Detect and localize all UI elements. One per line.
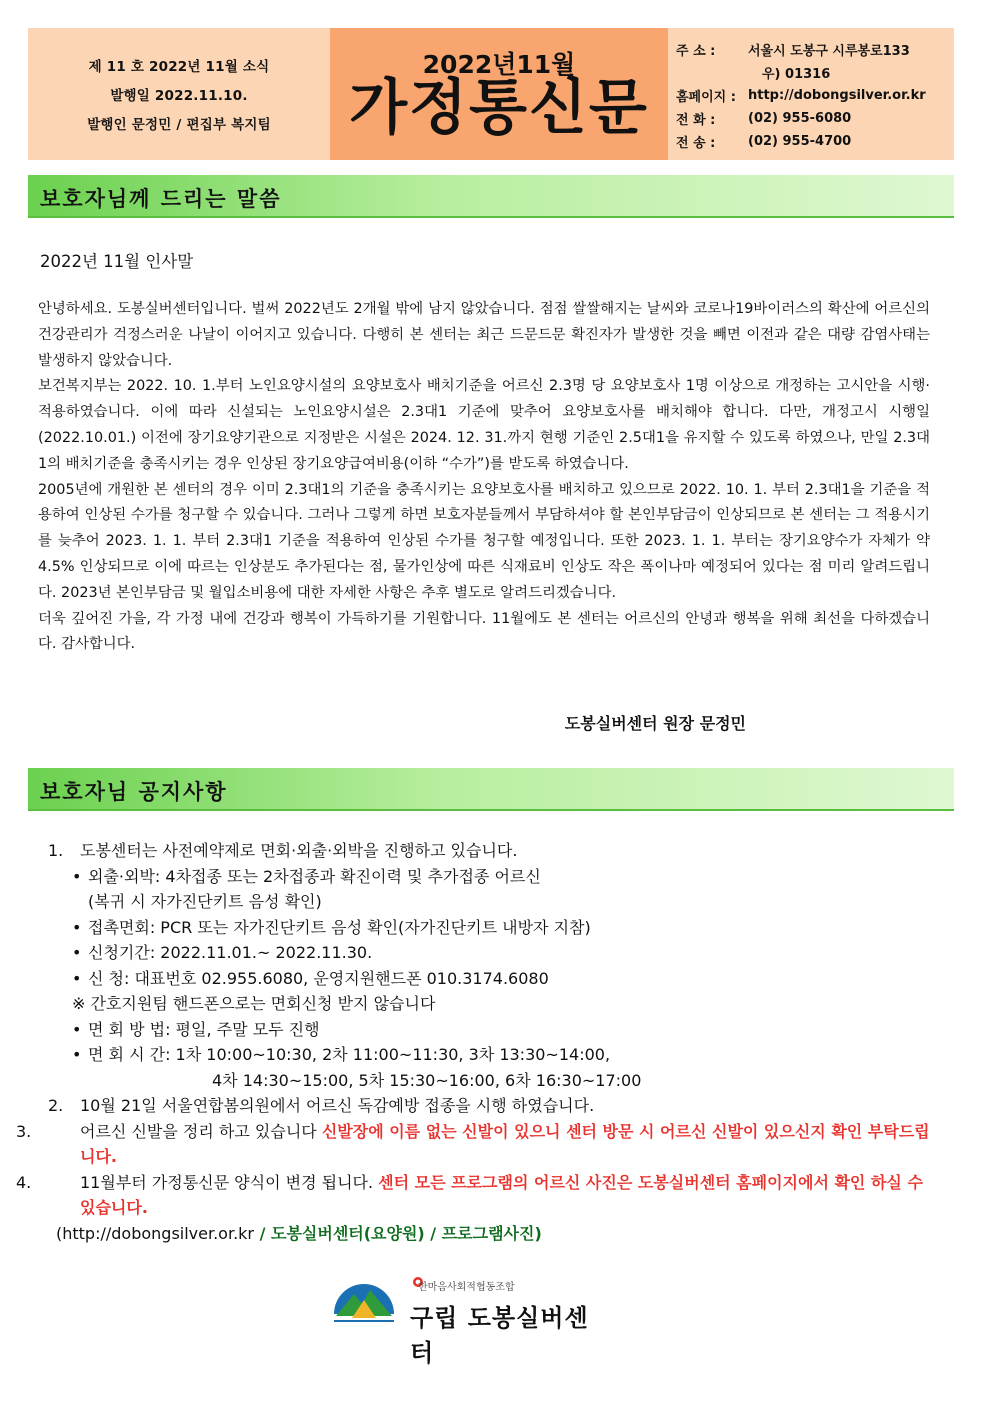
notice-item-4 <box>16 1170 940 1221</box>
section-bar-notices <box>28 768 954 811</box>
notice-item-2 <box>48 1093 940 1119</box>
masthead <box>330 28 668 160</box>
bullet-icon: • <box>72 968 82 988</box>
postcode-row <box>676 61 954 84</box>
paragraph: 보건복지부는 2022. 10. 1.부터 노인요양시설의 요양보호사 배치기준을 어르신 2.3명 당 요양보호사 1명 이상으로 개정하는 고시안을 시행·적용하였습니다. 이에 따라 신설되는 노인요양시설은 2.3대1 기준에 맞추어 요양보호사를 배치해야 합니다. 다만, 개정고시 시행일(2022.10.01.) 이전에 장기요양기관으로 지정받은 시설은 2024. 12. 31.까지 현행 기준인 2.5대1을 유지할 수 있도록 하였으나, 만일 2.3대1의 배치기준을 충족시키는 경우 인상된 장기요양급여비용(이하 “수가”)를 받도록 하였습니다. <box>38 378 930 472</box>
list-item: • 면 회 방 법: 평일, 주말 모두 진행 <box>72 1017 940 1043</box>
center-logo <box>332 1272 602 1367</box>
phone-row <box>676 107 954 130</box>
item-number: 1. <box>48 841 64 860</box>
center-name: 구립 도봉실버센터 <box>410 1304 589 1367</box>
paragraph: 더욱 깊어진 가을, 각 가정 내에 건강과 행복이 가득하기를 기원합니다. 11월에도 본 센터는 어르신의 안녕과 행복을 위해 최선을 다하겠습니다. 감사합니다. <box>38 610 930 653</box>
note: ※ 간호지원팀 핸드폰으로는 면회신청 받지 않습니다 <box>72 994 436 1013</box>
fax-label: 전 송 : <box>676 136 716 151</box>
list-item: • 면 회 시 간: 1차 10:00~10:30, 2차 11:00~11:30, 3차 13:30~14:00, <box>72 1042 940 1068</box>
photo-path: / 도봉실버센터(요양원) / 프로그램사진) <box>254 1223 542 1243</box>
notice-list <box>16 838 940 1246</box>
fax-row <box>676 130 954 153</box>
homepage-row <box>676 84 954 107</box>
list-item: • 신 청: 대표번호 02.955.6080, 운영지원핸드폰 010.3174.6080 <box>72 966 940 992</box>
greeting-title: 2022년 11월 인사말 <box>40 252 194 271</box>
item-text: 10월 21일 서울연합봄의원에서 어르신 독감예방 접종을 시행 하였습니다. <box>80 1096 595 1115</box>
bullet-icon: • <box>72 917 82 937</box>
section-title: 보호자님 공지사항 <box>40 780 228 804</box>
notice-item-3 <box>16 1119 940 1170</box>
address-label: 주 소 : <box>676 44 716 59</box>
item-text: 11월부터 가정통신문 양식이 변경 됩니다. <box>80 1172 379 1192</box>
masthead-title: 가정통신문 <box>349 73 649 143</box>
list-item: • 외출·외박: 4차접종 또는 2차접종과 확진이력 및 추가접종 어르신 <box>72 864 940 890</box>
publisher: 발행인 문정민 / 편집부 복지팀 <box>87 117 271 133</box>
item-number: 4. <box>16 1172 32 1192</box>
mountain-logo-icon <box>332 1276 396 1332</box>
masthead-subtitle: 2022년11월 <box>422 50 576 79</box>
item-number: 2. <box>48 1096 64 1115</box>
notice-item-1 <box>48 838 940 864</box>
list-item-continuation: 4차 14:30~15:00, 5차 15:30~16:00, 6차 16:30~17:00 <box>212 1070 642 1090</box>
item-text: 어르신 신발을 정리 하고 있습니다 <box>80 1121 322 1141</box>
photo-link-row <box>48 1221 940 1247</box>
address-row <box>676 38 954 61</box>
phone-value: (02) 955-6080 <box>748 111 852 126</box>
newsletter-header <box>28 28 954 160</box>
bullet-icon: • <box>72 1045 82 1064</box>
fax-value: (02) 955-4700 <box>748 134 852 149</box>
highlight-text: 센터 모든 프로그램의 어르신 사진은 도봉실버센터 홈페이지에서 확인 하실 수 있습니다. <box>80 1172 923 1217</box>
homepage-link[interactable]: http://dobongsilver.or.kr <box>748 88 926 103</box>
list-item-continuation: (복귀 시 자가진단키트 음성 확인) <box>88 892 322 911</box>
bullet-icon: • <box>72 943 82 962</box>
coop-name: 한마음사회적협동조합 <box>418 1282 515 1293</box>
publish-date: 발행일 2022.11.10. <box>110 88 248 104</box>
section-title: 보호자님께 드리는 말씀 <box>40 187 282 211</box>
paragraph: 안녕하세요. 도봉실버센터입니다. 벌써 2022년도 2개월 밖에 남지 않았습니다. 점점 쌀쌀해지는 날씨와 코로나19바이러스의 확산에 어르신의 건강관리가 걱정스러운 나날이 이어지고 있습니다. 다행히 본 센터는 최근 드문드문 확진자가 발생한 것을 빼면 이전과 같은 대량 감염사태는 발생하지 않았습니다. <box>38 301 930 369</box>
greeting-body <box>38 297 930 658</box>
contact-info <box>668 28 954 160</box>
issue-number: 제 11 호 2022년 11월 소식 <box>88 59 270 75</box>
highlight-text: 신발장에 이름 없는 신발이 있으니 센터 방문 시 어르신 신발이 있으신지 확인 부탁드립니다. <box>80 1121 930 1166</box>
paragraph: 2005년에 개원한 본 센터의 경우 이미 2.3대1의 기준을 충족시키는 요양보호사를 배치하고 있으므로 2022. 10. 1. 부터 2.3대1을 기준을 적용하여 인상된 수가를 청구할 수 있습니다. 그러나 그렇게 하면 보호자분들께서 부담하셔야 할 본인부담금이 인상되므로 본 센터는 그 적용시기를 늦추어 2023. 1. 1. 부터 2.3대1 기준을 적용하여 인상된 수가를 청구할 예정입니다. 또한 2023. 1. 1. 부터는 장기요양수가 자체가 약 4.5% 인상되므로 이에 따르는 인상분도 추가된다는 점, 물가인상에 따른 식재료비 인상도 작은 폭이나마 예정되어 있다는 점 미리 알려드립니다. 2023년 본인부담금 및 월입소비용에 대한 자세한 사항은 추후 별도로 알려드리겠습니다. <box>38 481 930 601</box>
homepage-url[interactable]: (http://dobongsilver.or.kr <box>56 1223 255 1243</box>
list-item: • 접촉면회: PCR 또는 자가진단키트 음성 확인(자가진단키트 내방자 지참) <box>72 915 940 941</box>
item-number: 3. <box>16 1121 32 1141</box>
postcode-value: 우) 01316 <box>762 67 831 82</box>
bullet-icon: • <box>72 866 82 886</box>
phone-label: 전 화 : <box>676 113 716 128</box>
address-value: 서울시 도봉구 시루봉로133 <box>748 44 910 59</box>
homepage-label: 홈페이지 : <box>676 90 736 105</box>
signature: 도봉실버센터 원장 문정민 <box>564 714 746 733</box>
bullet-icon: • <box>72 1019 82 1039</box>
issue-info <box>28 28 330 160</box>
section-bar-greeting <box>28 175 954 218</box>
list-item: • 신청기간: 2022.11.01.~ 2022.11.30. <box>72 940 940 966</box>
item-text: 도봉센터는 사전예약제로 면회·외출·외박을 진행하고 있습니다. <box>80 841 518 860</box>
visit-details <box>48 864 940 1094</box>
